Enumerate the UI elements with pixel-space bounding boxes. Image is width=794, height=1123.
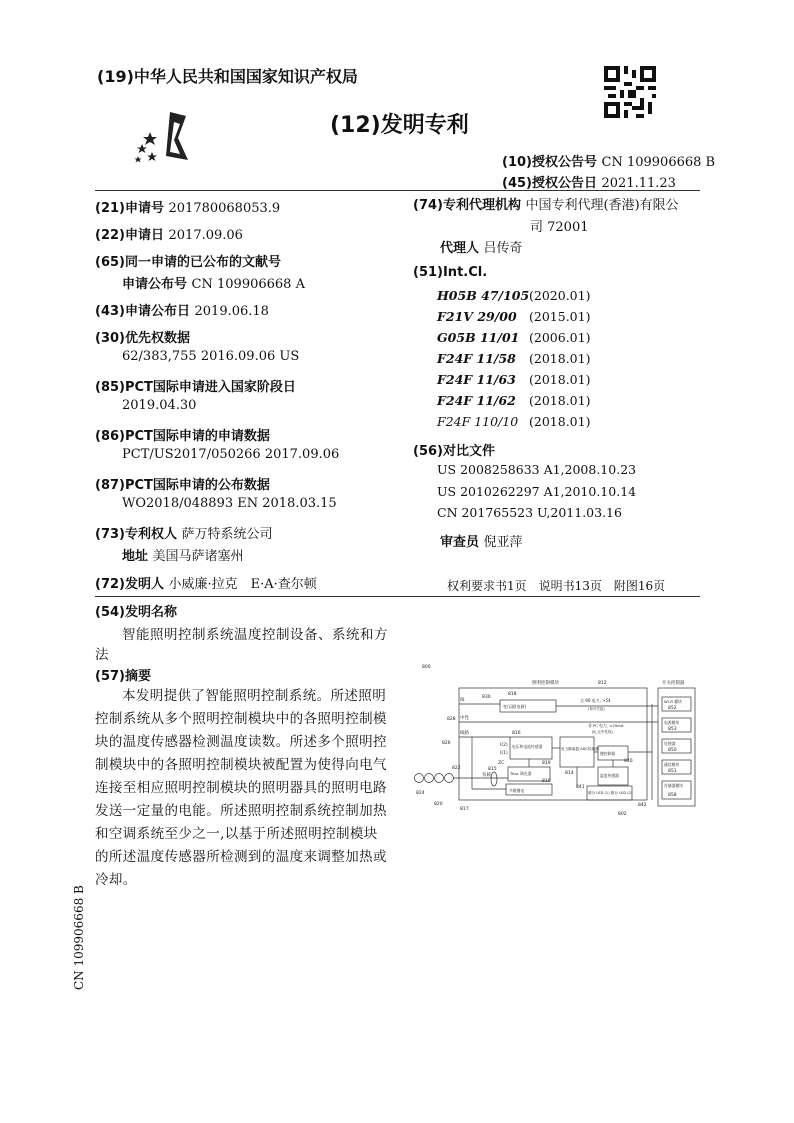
fig-label: 微控制器: [600, 751, 616, 756]
fig-label: 817: [460, 807, 469, 812]
fig-label: 842: [638, 803, 647, 808]
pct-app-value: PCT/US2017/050266 2017.09.06: [122, 447, 340, 462]
fig-label: 变压器(电源): [503, 704, 527, 709]
pct-app-label: (86)PCT国际申请的申请数据: [95, 429, 270, 444]
ipc-entry: F24F 11/58 (2018.01): [437, 351, 591, 366]
fig-label: 815: [488, 767, 497, 772]
ipc-entry: F24F 11/63 (2018.01): [437, 372, 591, 387]
fig-label: 826: [442, 741, 451, 746]
priority-label: (30)优先权数据: [95, 331, 190, 346]
fig-label: I(1): [500, 751, 508, 756]
fig-label: 开关控制器: [662, 681, 685, 686]
inventor: 小威廉·拉克 E·A·查尔顿: [168, 577, 317, 592]
prior-pub-no-label: 申请公布号: [122, 277, 188, 292]
fig-label: 温度传感器: [600, 773, 619, 778]
fig-label: 多路继电: [509, 788, 525, 793]
patentee-label: (73)专利权人: [95, 527, 177, 542]
abstract-figure: [412, 662, 707, 820]
page-counts: 权利要求书1页 说明书13页 附图16页: [447, 579, 666, 593]
refs-label: (56)对比文件: [413, 444, 495, 459]
divider-top: [95, 190, 700, 191]
fig-label: 800: [422, 665, 431, 670]
pub-date-label: (43)申请公布日: [95, 304, 190, 319]
agency-line1: 中国专利代理(香港)有限公: [525, 198, 679, 213]
grant-pub-date: 2021.11.23: [601, 176, 676, 191]
fig-label: 微分 LED (1) 微分 LED (2): [588, 791, 633, 795]
fig-label: I(2): [500, 743, 508, 748]
ipc-entry: H05B 47/105(2020.01): [437, 288, 591, 303]
fig-label: 中性: [460, 716, 469, 721]
fig-label: 851: [668, 769, 677, 774]
fig-label: 812: [598, 681, 607, 686]
fig-label: 841: [576, 785, 585, 790]
pct-entry-label: (85)PCT国际申请进入国家阶段日: [95, 380, 296, 395]
fig-label: 810: [542, 779, 551, 784]
title-label: (54)发明名称: [95, 605, 177, 620]
fig-label: 电力隔离器 ADC转换器: [561, 747, 599, 751]
fig-label: Wi-Fi 模块: [664, 699, 682, 704]
ipc-entry: G05B 11/01 (2006.01): [437, 330, 591, 345]
fig-label: 816: [512, 731, 521, 736]
fig-label: 858: [668, 793, 677, 798]
ipc-entry: F24F 11/62 (2018.01): [437, 393, 591, 408]
ref-entry: US 2008258633 A1,2008.10.23: [437, 462, 637, 477]
invention-title-line2: 法: [95, 647, 109, 663]
cnipa-logo: [128, 108, 208, 168]
patentee: 萨万特系统公司: [181, 527, 273, 542]
agency-label: (74)专利代理机构: [413, 198, 521, 213]
prior-pub-no: CN 109906668 A: [191, 277, 305, 292]
fig-label: 852: [668, 706, 677, 711]
abstract-label: (57)摘要: [95, 669, 151, 684]
app-date: 2017.09.06: [168, 228, 243, 243]
side-pub-number: CN 109906668 B: [72, 885, 86, 990]
ref-entry: CN 201765523 U,2011.03.16: [437, 505, 622, 520]
fig-label: 非 PC 电力, <25mA: [588, 723, 624, 728]
prior-pub-label: (65)同一申请的已公布的文献号: [95, 255, 281, 270]
examiner: 倪亚萍: [483, 535, 523, 550]
fig-label: 照明控制模块: [532, 681, 559, 686]
pct-entry-value: 2019.04.30: [122, 398, 197, 413]
fig-label: (每开关组): [588, 707, 605, 711]
fig-label: 819: [542, 761, 551, 766]
fig-label: 处理器: [664, 741, 676, 746]
fig-label: 负载: [482, 773, 491, 778]
address-label: 地址: [122, 549, 149, 564]
address: 美国马萨诸塞州: [152, 549, 244, 564]
ipc-entry: F24F 110/10 (2018.01): [437, 414, 591, 429]
fig-label: 820: [434, 802, 443, 807]
app-no-label: (21)申请号: [95, 201, 164, 216]
fig-label: Triac 调光器: [510, 771, 532, 776]
fig-label: 全 90 电力, >54: [580, 698, 611, 703]
ref-entry: US 2010262297 A1,2010.10.14: [437, 484, 637, 499]
fig-label: 通信模块: [664, 762, 680, 767]
fig-label: 线: [460, 698, 465, 703]
divider-mid: [95, 596, 700, 597]
fig-label: 822: [452, 766, 461, 771]
fig-label: 853: [668, 727, 677, 732]
pub-date: 2019.06.18: [194, 304, 269, 319]
fig-label: 824: [416, 791, 425, 796]
inventor-label: (72)发明人: [95, 577, 164, 592]
fig-label: 840: [624, 759, 633, 764]
fig-label: ZC: [498, 761, 505, 766]
agent: 吕传奇: [483, 241, 523, 256]
document-type: (12)发明专利: [330, 113, 469, 138]
fig-label: 830: [482, 695, 491, 700]
qr-code: [604, 66, 656, 118]
fig-label: 814: [565, 771, 574, 776]
pct-pub-label: (87)PCT国际申请的公布数据: [95, 478, 270, 493]
examiner-label: 审查员: [440, 535, 480, 550]
ipc-entry: F21V 29/00 (2015.01): [437, 309, 591, 324]
grant-pub-date-label: (45)授权公告日: [502, 176, 597, 191]
app-no: 201780068053.9: [168, 201, 281, 216]
invention-title-line1: 智能照明控制系统温度控制设备、系统和方: [122, 627, 388, 643]
intcl-label: (51)Int.Cl.: [413, 265, 488, 280]
abstract-text: 本发明提供了智能照明控制系统。所述照明控制系统从多个照明控制模块中的各照明控制模块的温度传感器检测温度读数。所述多个照明控制模块中的各照明控制模块被配置为使得向电气连接至相应照明控制模块的照明器具的照明电路发送一定量的电能。所述照明控制系统控制加热和空调系统至少之一,以基于所述照明控制模块的所述温度传感器所检测到的温度来调整加热或冷却。: [95, 688, 387, 888]
fig-label: 存储器模块: [664, 783, 683, 788]
fig-label: (K_无中性线): [592, 730, 613, 734]
agent-label: 代理人: [440, 241, 480, 256]
office-name: (19)中华人民共和国国家知识产权局: [97, 67, 358, 86]
fig-label: 线路: [460, 731, 469, 736]
grant-pub-no-label: (10)授权公告号: [502, 155, 597, 170]
fig-label: 850: [668, 748, 677, 753]
pct-pub-value: WO2018/048893 EN 2018.03.15: [122, 496, 337, 511]
fig-label: 电源模块: [664, 720, 680, 725]
grant-pub-no: CN 109906668 B: [601, 155, 716, 170]
agency-line2: 司 72001: [530, 220, 589, 235]
fig-label: 802: [618, 812, 627, 817]
priority-value: 62/383,755 2016.09.06 US: [122, 349, 300, 364]
fig-label: 828: [447, 717, 456, 722]
fig-label: 818: [508, 692, 517, 697]
app-date-label: (22)申请日: [95, 228, 164, 243]
fig-label: 电压和电流传感器: [512, 744, 543, 749]
